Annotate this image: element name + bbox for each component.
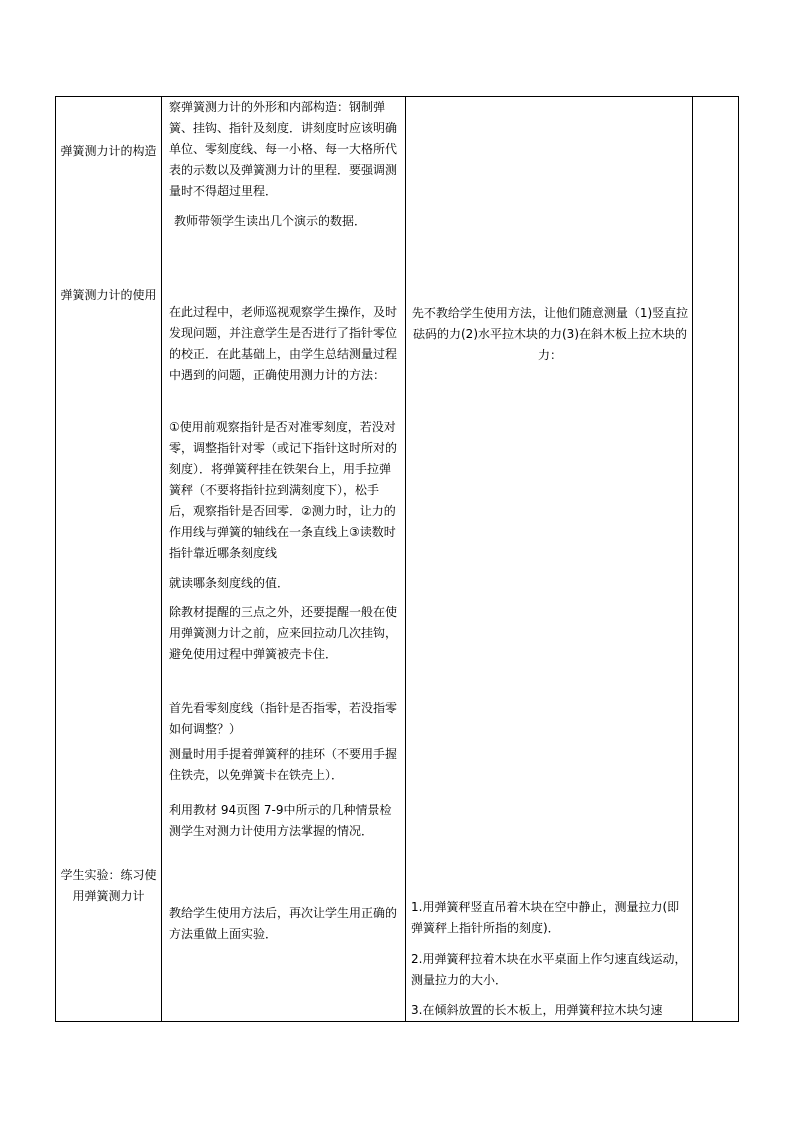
student-paragraph: 3.在倾斜放置的长木板上，用弹簧秤拉木块匀速 (411, 1003, 663, 1017)
lesson-table (55, 96, 739, 1022)
teacher-paragraph: 测量时用手提着弹簧秤的挂环（不要用手握住铁壳，以免弹簧卡在铁壳上）． (169, 747, 398, 782)
row-label-experiment: 学生实验：练习使用弹簧测力计 (60, 868, 157, 903)
teacher-paragraph: 首先看零刻度线（指针是否指零，若没指零如何调整？） (169, 701, 398, 736)
teacher-paragraph: 除教材提醒的三点之外，还要提醒一般在使用弹簧测力计之前，应来回拉动几次挂钩，避免使用过程中弹簧被壳卡住． (169, 605, 398, 661)
student-paragraph: 2.用弹簧秤拉着木块在水平桌面上作匀速直线运动，测量拉力的大小． (411, 952, 687, 987)
teacher-paragraph: ①使用前观察指针是否对准零刻度，若没对零，调整指针对零（或记下指针这时所对的刻度）．将弹簧秤挂在铁架台上，用手拉弹簧秤（不要将指针拉到满刻度下），松手后，观察指针是否回零．②测力时，让力的作用线与弹簧的轴线在一条直线上③读数时指针靠近哪条刻度线 (169, 420, 398, 560)
teacher-paragraph: 教给学生使用方法后，再次让学生用正确的方法重做上面实验． (169, 906, 398, 941)
row-label-structure: 弹簧测力计的构造 (60, 144, 157, 158)
row-label-usage: 弹簧测力计的使用 (60, 288, 157, 302)
column-divider (161, 97, 162, 1021)
student-paragraph: 1.用弹簧秤竖直吊着木块在空中静止，测量拉力(即弹簧秤上指针所指的刻度)． (411, 900, 680, 935)
column-divider (405, 97, 406, 1021)
teacher-paragraph: 教师带领学生读出几个演示的数据． (174, 214, 367, 228)
column-divider (692, 97, 693, 1021)
teacher-paragraph: 察弹簧测力计的外形和内部构造：钢制弹簧、挂钩、指针及刻度．讲刻度时应该明确单位、零刻度线、每一小格、每一大格所代表的示数以及弹簧测力计的里程．要强调测量时不得超过里程． (169, 100, 398, 198)
teacher-paragraph: 利用教材 94页图 7-9中所示的几种情景检测学生对测力计使用方法掌握的情况． (169, 803, 392, 838)
teacher-paragraph: 在此过程中，老师巡视观察学生操作，及时发现问题，并注意学生是否进行了指针零位的校正．在此基础上，由学生总结测量过程中遇到的问题，正确使用测力计的方法： (169, 305, 398, 382)
teacher-paragraph: 就读哪条刻度线的值． (169, 576, 290, 590)
student-paragraph: 先不教给学生使用方法，让他们随意测量（1)竖直拉砝码的力(2)水平拉木块的力(3)在斜木板上拉木块的力： (411, 306, 689, 362)
